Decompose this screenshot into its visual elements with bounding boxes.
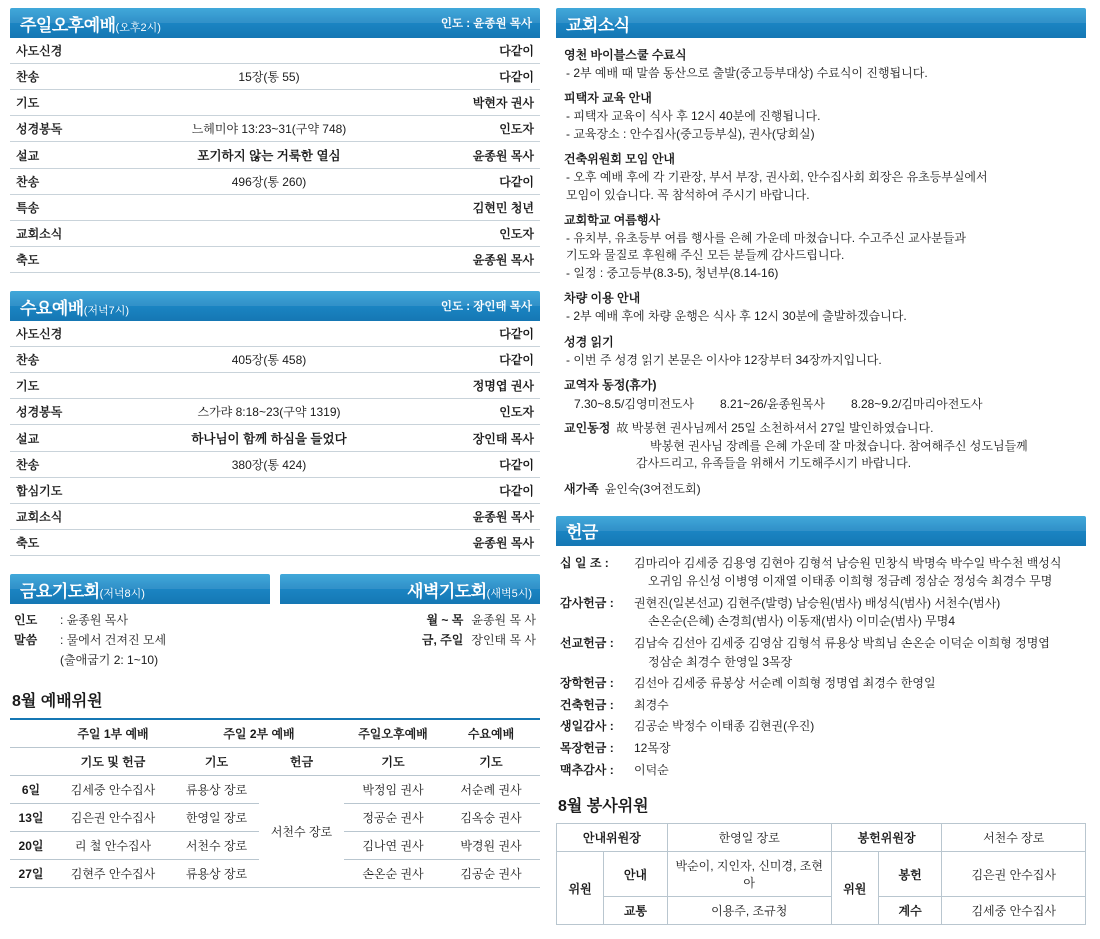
section-title-text: 새벽기도회 xyxy=(407,581,487,601)
section-title: 교회소식 xyxy=(566,15,630,35)
dawn-prayer-body xyxy=(280,604,540,655)
section-title xyxy=(290,577,532,602)
offering-row: 목장헌금 : 12목장 xyxy=(560,741,671,756)
offering-row: 생일감사 : 김공순 박정수 이태종 김현권(우진) xyxy=(560,719,815,734)
offering-row: 십 일 조 : 김마리아 김세중 김용영 김현아 김형석 남승원 민창식 박명숙 박수일 박수천 백성식 오귀임 유신성 이병영 이재열 이태종 이희형 정금례 정삼순 정성숙 최경수 무명 xyxy=(560,555,1062,589)
church-news-list xyxy=(556,38,1086,499)
offering-list xyxy=(556,546,1086,780)
table-row: 축도 윤종원 목사 xyxy=(10,247,540,273)
table-row: 사도신경 다같이 xyxy=(10,38,540,64)
section-title xyxy=(20,294,129,319)
table-row: 찬송 380장(통 424) 다같이 xyxy=(10,452,540,478)
table-row: 교회소식 윤종원 목사 xyxy=(10,504,540,530)
table-row: 20일 리 철 안수집사 서천수 장로 김나연 권사 박경원 권사 xyxy=(10,832,540,860)
vacation-schedule: 7.30~8.5/김영미전도사 8.21~26/윤종원목사 8.28~9.2/김마리아전도사 xyxy=(574,396,983,411)
section-header-friday xyxy=(10,574,270,604)
service-leader: 인도 : 윤종원 목사 xyxy=(440,18,532,30)
table-row: 13일 김은권 안수집사 한영일 장로 정공순 권사 김옥숭 권사 xyxy=(10,804,540,832)
section-header-wednesday xyxy=(10,291,540,321)
table-row: 위원 안내 박순이, 지인자, 신미경, 조현아 위원 봉헌 김은권 안수집사 xyxy=(557,852,1086,897)
table-row: 27일 김현주 안수집사 류용상 장로 손온순 권사 김공순 권사 xyxy=(10,860,540,888)
spacer xyxy=(10,556,540,574)
list-item: 말씀 : 물에서 건져진 모세 xyxy=(14,632,167,647)
table-row: 축도 윤종원 목사 xyxy=(10,530,540,556)
table-row: 찬송 496장(통 260) 다같이 xyxy=(10,169,540,195)
service-committee-heading: 8월 봉사위원 xyxy=(558,798,649,816)
table-row: 사도신경 다같이 xyxy=(10,321,540,347)
right-column xyxy=(556,8,1086,931)
table-row: 찬송 15장(통 55) 다같이 xyxy=(10,64,540,90)
section-title xyxy=(20,11,161,36)
section-title-sub: (저녁7시) xyxy=(83,304,130,317)
section-title-text: 수요예배 xyxy=(20,298,84,318)
table-row: 교통 이용주, 조규청 계수 김세중 안수집사 xyxy=(557,897,1086,925)
friday-scripture-note: (출애굽기 2: 1~10) xyxy=(60,652,159,667)
service-leader: 인도 : 장인태 목사 xyxy=(440,301,532,313)
offering-row: 장학헌금 : 김선아 김세중 류봉상 서순례 이희형 정명엽 최경수 한영일 xyxy=(560,676,936,691)
table-row: 6일 김세중 안수집사 류용상 장로 서천수 장로 박정임 권사 서순례 권사 xyxy=(10,776,540,804)
left-column xyxy=(10,8,540,931)
offering-row: 선교헌금 : 김남숙 김선아 김세중 김영삼 김형석 류용상 박희님 손온순 이덕순 이희형 정명엽 정삼순 최경수 한영일 3목장 xyxy=(560,636,1050,669)
news-item: 건축위원회 모임 안내 - 오후 예배 후에 각 기관장, 부서 부장, 권사회, 안수집사회 회장은 유초등부실에서 모임이 있습니다. 꼭 참석하여 주시기 바랍니다. xyxy=(564,152,988,202)
friday-prayer-body xyxy=(10,604,270,674)
table-row: 교회소식 인도자 xyxy=(10,221,540,247)
news-item: 성경 읽기 - 이번 주 성경 읽기 본문은 이사야 12장부터 34장까지입니다. xyxy=(564,334,882,367)
service-committee-table xyxy=(556,823,1086,925)
sunday-afternoon-order-table xyxy=(10,38,540,273)
table-row: 기도 박현자 권사 xyxy=(10,90,540,116)
news-item: 피택자 교육 안내 - 피택자 교육이 식사 후 12시 40분에 진행됩니다. - 교육장소 : 안수집사(중고등부실), 권사(당회실) xyxy=(564,91,821,141)
worship-committee-heading: 8월 예배위원 xyxy=(12,693,103,711)
table-row: 합심기도 다같이 xyxy=(10,478,540,504)
friday-prayer-block xyxy=(10,574,270,674)
list-item: 월 ~ 목 윤종원 목 사 xyxy=(426,613,536,627)
table-header-row: 주일 1부 예배 주일 2부 예배 주일오후예배 수요예배 xyxy=(10,719,540,748)
table-subheader-row: 기도 및 헌금 기도 헌금 기도 기도 xyxy=(10,748,540,776)
news-item-new-family: 새가족 윤인숙(3여전도회) xyxy=(564,481,701,496)
section-header-offering xyxy=(556,516,1086,546)
news-item: 교회학교 여름행사 - 유치부, 유초등부 여름 행사를 은혜 가운데 마쳤습니다. 수고주신 교사분들과 기도와 물질로 후원해 주신 모든 분들께 감사드립니다. - 일정 : 중고등부(8.3-5), 청년부(8.14-16) xyxy=(564,212,967,280)
list-item: 금, 주일 장인태 목 사 xyxy=(421,632,536,647)
dawn-prayer-block xyxy=(280,574,540,674)
section-title xyxy=(20,577,145,602)
list-item: 인도 : 윤종원 목사 xyxy=(14,613,128,627)
table-row: 설교 포기하지 않는 거룩한 열심 윤종원 목사 xyxy=(10,142,540,169)
section-title-sub: (오후2시) xyxy=(115,21,161,34)
table-row: 성경봉독 느헤미야 13:23~31(구약 748) 인도자 xyxy=(10,116,540,142)
offering-row: 맥추감사 : 이덕순 xyxy=(560,762,669,777)
section-header-dawn xyxy=(280,574,540,604)
offering-row: 감사헌금 : 권현진(일본선교) 김현주(발령) 남승원(범사) 배성식(범사) 서천수(범사) 손온순(은혜) 손경희(범사) 이동재(범사) 이미순(범사) 무명4 xyxy=(560,595,1001,629)
news-item-pastor-vacation: 교역자 동정(휴가) 7.30~8.5/김영미전도사 8.21~26/윤종원목사 8.28~9.2/김마리아전도사 xyxy=(564,376,1082,412)
table-row: 설교 하나님이 함께 하심을 들었다 장인태 목사 xyxy=(10,425,540,452)
section-title-sub: (저녁8시) xyxy=(99,587,145,600)
spacer xyxy=(556,506,1086,516)
spacer xyxy=(10,273,540,291)
table-row: 찬송 405장(통 458) 다같이 xyxy=(10,347,540,373)
wednesday-order-table xyxy=(10,321,540,556)
table-header-row: 안내위원장 한영일 장로 봉헌위원장 서천수 장로 xyxy=(557,824,1086,852)
section-title: 헌금 xyxy=(566,523,598,543)
news-item: 영천 바이블스쿨 수료식 - 2부 예배 때 말씀 동산으로 출발(중고등부대상) 수료식이 진행됩니다. xyxy=(564,48,928,80)
news-item-member-news: 교인동정 故 박봉현 권사님께서 25일 소천하셔서 27일 발인하였습니다. 박봉현 권사님 장례를 은혜 가운데 잘 마쳤습니다. 참여해주신 성도님들께 감사드리고, 유족들을 위해서 기도해주시기 바랍니다. xyxy=(564,420,1028,471)
table-row: 성경봉독 스가랴 8:18~23(구약 1319) 인도자 xyxy=(10,399,540,425)
section-header-news xyxy=(556,8,1086,38)
worship-committee-table xyxy=(10,718,540,888)
table-row: 특송 김현민 청년 xyxy=(10,195,540,221)
table-row: 기도 정명엽 권사 xyxy=(10,373,540,399)
section-title-sub: (새벽5시) xyxy=(486,587,532,600)
prayer-meetings xyxy=(10,574,540,674)
section-title-text: 금요기도회 xyxy=(20,581,100,601)
news-item: 차량 이용 안내 - 2부 예배 후에 차량 운행은 식사 후 12시 30분에 출발하겠습니다. xyxy=(564,291,907,324)
section-header-sunday-afternoon xyxy=(10,8,540,38)
offering-merged-cell: 서천수 장로 xyxy=(259,776,344,888)
offering-row: 건축헌금 : 최경수 xyxy=(560,697,669,712)
section-title-text: 주일오후예배 xyxy=(20,15,116,35)
